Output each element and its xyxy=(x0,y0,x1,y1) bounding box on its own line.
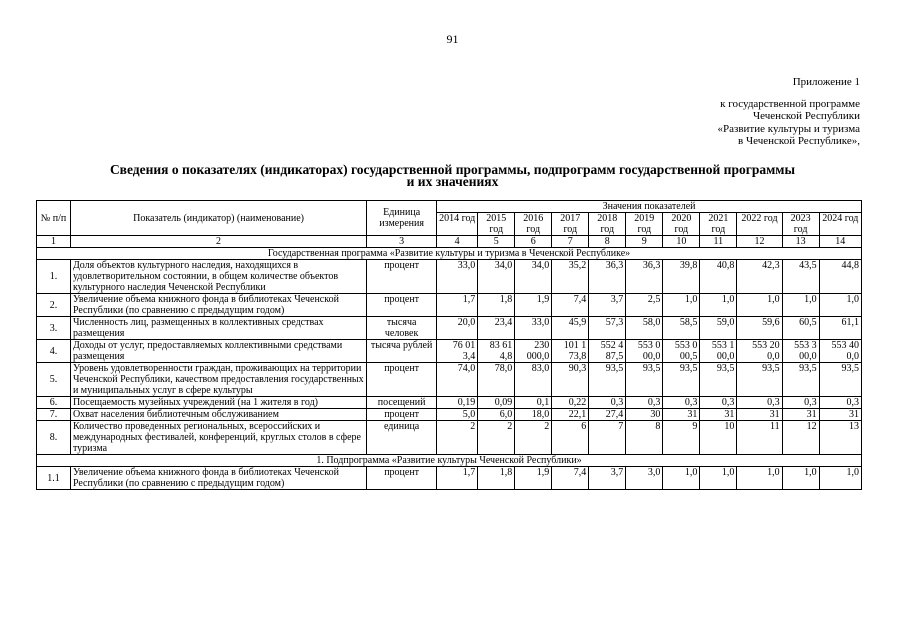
value-cell: 36,3 xyxy=(626,260,663,294)
header-year: 2022 год xyxy=(737,213,782,236)
row-number: 7. xyxy=(37,409,71,421)
value-cell: 1,7 xyxy=(437,467,478,490)
value-cell: 1,0 xyxy=(782,294,819,317)
value-cell: 553 3 00,0 xyxy=(782,340,819,363)
value-cell: 31 xyxy=(663,409,700,421)
value-cell: 10 xyxy=(700,421,737,455)
unit-cell: посещений xyxy=(367,397,437,409)
value-cell: 1,0 xyxy=(737,467,782,490)
value-cell: 83,0 xyxy=(515,363,552,397)
header-year: 2024 год xyxy=(819,213,861,236)
value-cell: 58,5 xyxy=(663,317,700,340)
column-number: 8 xyxy=(589,236,626,248)
value-cell: 1,8 xyxy=(478,294,515,317)
table-row xyxy=(37,363,862,397)
value-cell: 20,0 xyxy=(437,317,478,340)
section-title: Государственная программа «Развитие культуры и туризма в Чеченской Республике» xyxy=(37,248,862,260)
value-cell: 553 20 0,0 xyxy=(737,340,782,363)
header-year: 2019 год xyxy=(626,213,663,236)
table-row xyxy=(37,421,862,455)
value-cell: 40,8 xyxy=(700,260,737,294)
header-year: 2014 год xyxy=(437,213,478,236)
section-row xyxy=(37,455,862,467)
value-cell: 0,3 xyxy=(626,397,663,409)
value-cell: 1,9 xyxy=(515,467,552,490)
appendix-line: «Развитие культуры и туризма xyxy=(717,122,860,135)
table-row xyxy=(37,260,862,294)
value-cell: 76 01 3,4 xyxy=(437,340,478,363)
indicator-name: Доля объектов культурного наследия, находящихся в удовлетворительном состоянии, в общем количестве объектов культурного наследия Чеченской Республики xyxy=(70,260,366,294)
value-cell: 3,7 xyxy=(589,467,626,490)
value-cell: 8 xyxy=(626,421,663,455)
title-line: и их значениях xyxy=(406,174,499,189)
value-cell: 3,7 xyxy=(589,294,626,317)
value-cell: 1,8 xyxy=(478,467,515,490)
table-row xyxy=(37,467,862,490)
value-cell: 0,3 xyxy=(700,397,737,409)
value-cell: 1,0 xyxy=(782,467,819,490)
value-cell: 6,0 xyxy=(478,409,515,421)
value-cell: 5,0 xyxy=(437,409,478,421)
header-year: 2020 год xyxy=(663,213,700,236)
unit-cell: процент xyxy=(367,294,437,317)
value-cell: 13 xyxy=(819,421,861,455)
unit-cell: процент xyxy=(367,260,437,294)
value-cell: 93,5 xyxy=(663,363,700,397)
row-number: 4. xyxy=(37,340,71,363)
value-cell: 31 xyxy=(700,409,737,421)
value-cell: 61,1 xyxy=(819,317,861,340)
indicator-name: Доходы от услуг, предоставляемых коллективными средствами размещения xyxy=(70,340,366,363)
value-cell: 0,19 xyxy=(437,397,478,409)
table-row xyxy=(37,409,862,421)
value-cell: 1,0 xyxy=(700,467,737,490)
value-cell: 7,4 xyxy=(552,467,589,490)
value-cell: 230 000,0 xyxy=(515,340,552,363)
value-cell: 22,1 xyxy=(552,409,589,421)
value-cell: 23,4 xyxy=(478,317,515,340)
value-cell: 0,3 xyxy=(819,397,861,409)
value-cell: 90,3 xyxy=(552,363,589,397)
column-number: 4 xyxy=(437,236,478,248)
value-cell: 2 xyxy=(478,421,515,455)
row-number: 1. xyxy=(37,260,71,294)
header-indicator: Показатель (индикатор) (наименование) xyxy=(70,201,366,236)
header-year: 2021 год xyxy=(700,213,737,236)
value-cell: 2 xyxy=(437,421,478,455)
row-number: 1.1 xyxy=(37,467,71,490)
unit-cell: тысяча человек xyxy=(367,317,437,340)
row-number: 8. xyxy=(37,421,71,455)
column-number: 11 xyxy=(700,236,737,248)
value-cell: 553 1 00,0 xyxy=(700,340,737,363)
table-row xyxy=(37,294,862,317)
value-cell: 74,0 xyxy=(437,363,478,397)
indicator-name: Уровень удовлетворенности граждан, проживающих на территории Чеченской Республики, качеством предоставления государственных и муниципальных услуг в сфере культуры xyxy=(70,363,366,397)
value-cell: 45,9 xyxy=(552,317,589,340)
value-cell: 1,0 xyxy=(737,294,782,317)
indicator-name: Посещаемость музейных учреждений (на 1 жителя в год) xyxy=(70,397,366,409)
value-cell: 6 xyxy=(552,421,589,455)
row-number: 3. xyxy=(37,317,71,340)
column-number: 7 xyxy=(552,236,589,248)
unit-cell: процент xyxy=(367,363,437,397)
value-cell: 1,7 xyxy=(437,294,478,317)
value-cell: 31 xyxy=(819,409,861,421)
appendix-line: к государственной программе xyxy=(720,97,860,110)
value-cell: 31 xyxy=(782,409,819,421)
value-cell: 2 xyxy=(515,421,552,455)
header-year: 2015 год xyxy=(478,213,515,236)
column-number: 6 xyxy=(515,236,552,248)
value-cell: 2,5 xyxy=(626,294,663,317)
value-cell: 78,0 xyxy=(478,363,515,397)
value-cell: 0,3 xyxy=(782,397,819,409)
value-cell: 35,2 xyxy=(552,260,589,294)
indicator-name: Численность лиц, размещенных в коллективных средствах размещения xyxy=(70,317,366,340)
value-cell: 0,22 xyxy=(552,397,589,409)
value-cell: 59,6 xyxy=(737,317,782,340)
row-number: 2. xyxy=(37,294,71,317)
value-cell: 31 xyxy=(737,409,782,421)
value-cell: 0,1 xyxy=(515,397,552,409)
value-cell: 30 xyxy=(626,409,663,421)
value-cell: 39,8 xyxy=(663,260,700,294)
value-cell: 83 61 4,8 xyxy=(478,340,515,363)
table-row xyxy=(37,340,862,363)
column-number: 9 xyxy=(626,236,663,248)
indicator-name: Увеличение объема книжного фонда в библиотеках Чеченской Республики (по сравнению с предыдущим годом) xyxy=(70,294,366,317)
value-cell: 18,0 xyxy=(515,409,552,421)
value-cell: 12 xyxy=(782,421,819,455)
value-cell: 552 4 87,5 xyxy=(589,340,626,363)
value-cell: 1,0 xyxy=(663,467,700,490)
value-cell: 0,3 xyxy=(663,397,700,409)
value-cell: 58,0 xyxy=(626,317,663,340)
value-cell: 60,5 xyxy=(782,317,819,340)
value-cell: 1,0 xyxy=(819,294,861,317)
value-cell: 34,0 xyxy=(515,260,552,294)
title-line: Сведения о показателях (индикаторах) государственной программы, подпрограмм государственной программы xyxy=(109,162,796,177)
indicator-name: Охват населения библиотечным обслуживанием xyxy=(70,409,366,421)
value-cell: 93,5 xyxy=(819,363,861,397)
section-title: 1. Подпрограмма «Развитие культуры Чеченской Республики» xyxy=(37,455,862,467)
row-number: 5. xyxy=(37,363,71,397)
indicator-name: Количество проведенных региональных, всероссийских и международных фестивалей, конференций, круглых столов в сфере туризма xyxy=(70,421,366,455)
header-year: 2016 год xyxy=(515,213,552,236)
value-cell: 93,5 xyxy=(700,363,737,397)
header-no: № п/п xyxy=(37,201,71,236)
value-cell: 553 0 00,5 xyxy=(663,340,700,363)
value-cell: 0,3 xyxy=(589,397,626,409)
page-number: 91 xyxy=(446,32,459,46)
header-unit: Единица измерения xyxy=(367,201,437,236)
table-row xyxy=(37,317,862,340)
section-row xyxy=(37,248,862,260)
column-number: 2 xyxy=(70,236,366,248)
column-number: 5 xyxy=(478,236,515,248)
value-cell: 11 xyxy=(737,421,782,455)
value-cell: 7,4 xyxy=(552,294,589,317)
value-cell: 59,0 xyxy=(700,317,737,340)
unit-cell: тысяча рублей xyxy=(367,340,437,363)
appendix-title: Приложение 1 xyxy=(792,76,860,88)
header-year: 2017 год xyxy=(552,213,589,236)
value-cell: 3,0 xyxy=(626,467,663,490)
column-number: 13 xyxy=(782,236,819,248)
header-year: 2023 год xyxy=(782,213,819,236)
value-cell: 7 xyxy=(589,421,626,455)
table-row xyxy=(37,397,862,409)
value-cell: 0,3 xyxy=(737,397,782,409)
indicator-name: Увеличение объема книжного фонда в библиотеках Чеченской Республики (по сравнению с предыдущим годом) xyxy=(70,467,366,490)
document-title xyxy=(45,164,860,188)
column-number: 10 xyxy=(663,236,700,248)
header-values: Значения показателей xyxy=(437,201,862,213)
unit-cell: процент xyxy=(367,409,437,421)
value-cell: 553 40 0,0 xyxy=(819,340,861,363)
value-cell: 93,5 xyxy=(589,363,626,397)
value-cell: 553 0 00,0 xyxy=(626,340,663,363)
value-cell: 1,0 xyxy=(663,294,700,317)
column-number: 3 xyxy=(367,236,437,248)
value-cell: 93,5 xyxy=(737,363,782,397)
value-cell: 0,09 xyxy=(478,397,515,409)
appendix-line: Чеченской Республики xyxy=(752,110,860,122)
value-cell: 44,8 xyxy=(819,260,861,294)
value-cell: 1,0 xyxy=(700,294,737,317)
value-cell: 27,4 xyxy=(589,409,626,421)
value-cell: 33,0 xyxy=(515,317,552,340)
unit-cell: единица xyxy=(367,421,437,455)
appendix-line: в Чеченской Республике», xyxy=(738,135,860,147)
value-cell: 33,0 xyxy=(437,260,478,294)
value-cell: 93,5 xyxy=(626,363,663,397)
value-cell: 93,5 xyxy=(782,363,819,397)
value-cell: 1,0 xyxy=(819,467,861,490)
value-cell: 101 1 73,8 xyxy=(552,340,589,363)
value-cell: 43,5 xyxy=(782,260,819,294)
unit-cell: процент xyxy=(367,467,437,490)
value-cell: 9 xyxy=(663,421,700,455)
appendix-block xyxy=(718,76,861,148)
header-year: 2018 год xyxy=(589,213,626,236)
value-cell: 57,3 xyxy=(589,317,626,340)
value-cell: 34,0 xyxy=(478,260,515,294)
value-cell: 36,3 xyxy=(589,260,626,294)
column-number: 12 xyxy=(737,236,782,248)
value-cell: 1,9 xyxy=(515,294,552,317)
column-number: 14 xyxy=(819,236,861,248)
row-number: 6. xyxy=(37,397,71,409)
indicators-table xyxy=(36,200,862,490)
value-cell: 42,3 xyxy=(737,260,782,294)
column-number: 1 xyxy=(37,236,71,248)
